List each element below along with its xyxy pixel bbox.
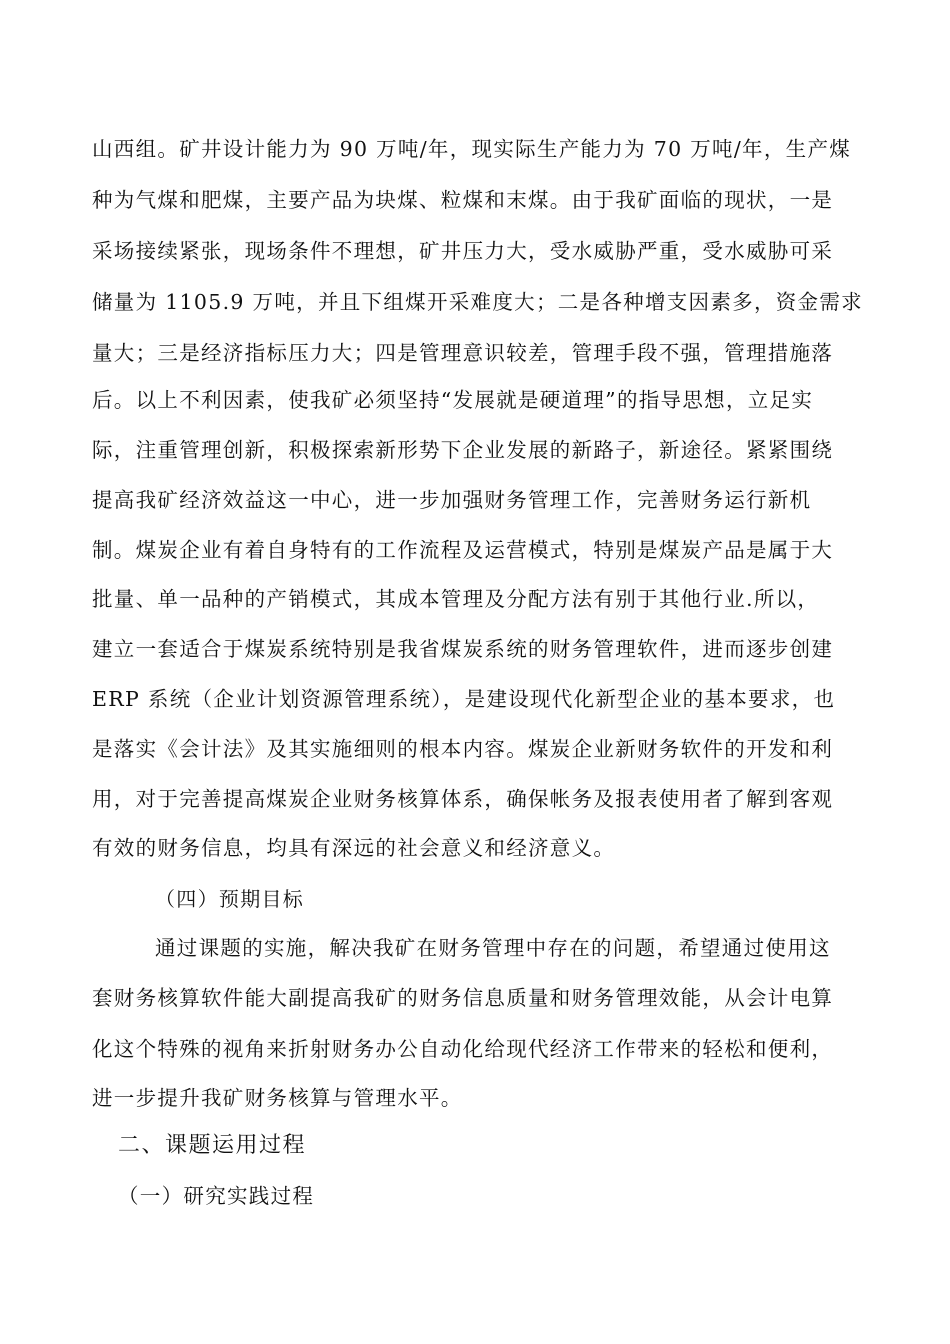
section-title: （四）预期目标	[155, 887, 305, 911]
body-line: 是落实《会计法》及其实施细则的根本内容。煤炭企业新财务软件的开发和利	[92, 737, 834, 761]
body-line: 量大；三是经济指标压力大；四是管理意识较差，管理手段不强，管理措施落	[92, 341, 834, 365]
body-line: 采场接续紧张，现场条件不理想，矿井压力大，受水威胁严重，受水威胁可采	[92, 239, 834, 263]
body-line: 化这个特殊的视角来折射财务办公自动化给现代经济工作带来的轻松和便利，	[92, 1037, 834, 1061]
body-line: 有效的财务信息，均具有深远的社会意义和经济意义。	[92, 836, 616, 860]
body-line: 际，注重管理创新，积极探索新形势下企业发展的新路子，新途径。紧紧围绕	[92, 438, 834, 462]
body-line: 储量为 1105.9 万吨，并且下组煤开采难度大；二是各种增支因素多，资金需求	[92, 290, 863, 314]
body-line: 用，对于完善提高煤炭企业财务核算体系，确保帐务及报表使用者了解到客观	[92, 787, 834, 811]
body-line: 后。以上不利因素，使我矿必须坚持“发展就是硬道理”的指导思想，立足实	[92, 388, 814, 412]
body-line: 进一步提升我矿财务核算与管理水平。	[92, 1086, 463, 1110]
chapter-heading: 二、课题运用过程	[118, 1133, 307, 1158]
body-line: 套财务核算软件能大副提高我矿的财务信息质量和财务管理效能，从会计电算	[92, 986, 834, 1010]
body-line: 提高我矿经济效益这一中心，进一步加强财务管理工作，完善财务运行新机	[92, 488, 812, 512]
body-line: 通过课题的实施，解决我矿在财务管理中存在的问题，希望通过使用这	[155, 936, 831, 960]
body-line: ERP 系统（企业计划资源管理系统），是建设现代化新型企业的基本要求，也	[92, 687, 836, 711]
body-line: 种为气煤和肥煤，主要产品为块煤、粒煤和末煤。由于我矿面临的现状，一是	[92, 188, 834, 212]
body-line: 批量、单一品种的产销模式，其成本管理及分配方法有别于其他行业.所以，	[92, 587, 820, 611]
body-line: 山西组。矿井设计能力为 90 万吨/年，现实际生产能力为 70 万吨/年，生产煤	[92, 137, 852, 161]
subsection-heading: （一）研究实践过程	[118, 1184, 315, 1208]
body-line: 制。煤炭企业有着自身特有的工作流程及运营模式，特别是煤炭产品是属于大	[92, 538, 834, 562]
body-line: 建立一套适合于煤炭系统特别是我省煤炭系统的财务管理软件，进而逐步创建	[92, 637, 834, 661]
